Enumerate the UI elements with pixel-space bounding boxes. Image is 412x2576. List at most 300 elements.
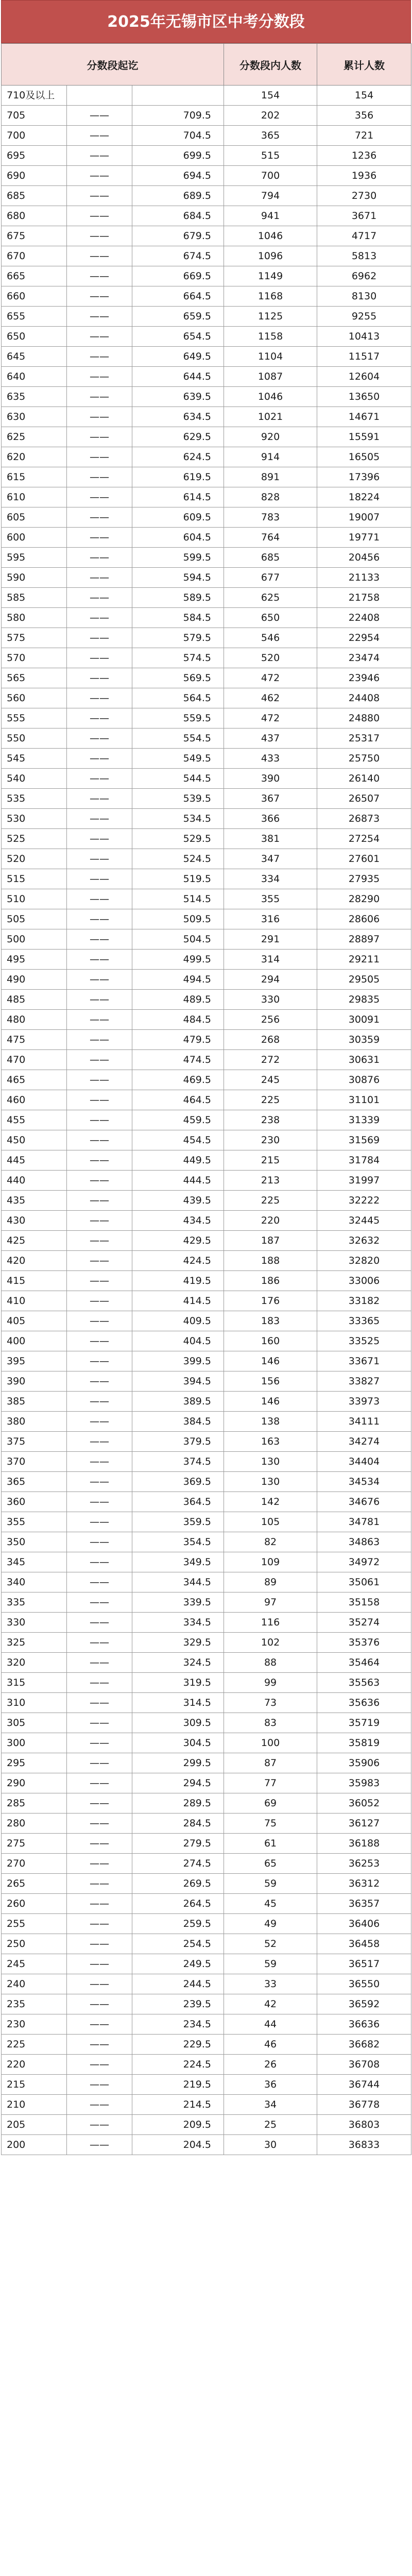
range-dash: —— xyxy=(67,126,132,146)
range-start: 400 xyxy=(2,1331,67,1351)
cumulative-cell: 36458 xyxy=(317,1934,411,1954)
table-row xyxy=(2,327,411,347)
range-end: 579.5 xyxy=(132,628,224,648)
cumulative-cell: 33671 xyxy=(317,1351,411,1371)
count-cell: 1021 xyxy=(224,407,317,427)
range-end: 459.5 xyxy=(132,1110,224,1130)
table-row xyxy=(2,628,411,648)
range-dash: —— xyxy=(67,608,132,628)
table-row xyxy=(2,266,411,286)
cumulative-cell: 36636 xyxy=(317,2014,411,2035)
range-end: 464.5 xyxy=(132,1090,224,1110)
range-end: 424.5 xyxy=(132,1251,224,1271)
range-start: 650 xyxy=(2,327,67,347)
range-end: 614.5 xyxy=(132,487,224,507)
range-start: 590 xyxy=(2,568,67,588)
table-row xyxy=(2,1773,411,1793)
cumulative-cell: 30091 xyxy=(317,1010,411,1030)
range-end: 659.5 xyxy=(132,307,224,327)
range-dash: —— xyxy=(67,1472,132,1492)
range-dash: —— xyxy=(67,2095,132,2115)
count-cell: 213 xyxy=(224,1171,317,1191)
count-cell: 316 xyxy=(224,909,317,929)
range-end: 474.5 xyxy=(132,1050,224,1070)
range-end: 384.5 xyxy=(132,1412,224,1432)
cumulative-cell: 33525 xyxy=(317,1331,411,1351)
table-row xyxy=(2,2115,411,2135)
range-dash: —— xyxy=(67,266,132,286)
range-end: 289.5 xyxy=(132,1793,224,1814)
count-cell: 472 xyxy=(224,708,317,728)
range-start: 465 xyxy=(2,1070,67,1090)
cumulative-cell: 27935 xyxy=(317,869,411,889)
range-start: 605 xyxy=(2,507,67,528)
cumulative-cell: 27254 xyxy=(317,829,411,849)
table-row xyxy=(2,166,411,186)
range-end: 394.5 xyxy=(132,1371,224,1392)
count-cell: 61 xyxy=(224,1834,317,1854)
cumulative-cell: 16505 xyxy=(317,447,411,467)
count-cell: 225 xyxy=(224,1090,317,1110)
range-end: 339.5 xyxy=(132,1592,224,1613)
range-dash: —— xyxy=(67,1010,132,1030)
range-end: 379.5 xyxy=(132,1432,224,1452)
range-end: 694.5 xyxy=(132,166,224,186)
table-row xyxy=(2,2135,411,2155)
cumulative-cell: 30359 xyxy=(317,1030,411,1050)
count-cell: 156 xyxy=(224,1371,317,1392)
range-end: 669.5 xyxy=(132,266,224,286)
range-start: 265 xyxy=(2,1874,67,1894)
range-start: 675 xyxy=(2,226,67,246)
table-row xyxy=(2,769,411,789)
count-cell: 334 xyxy=(224,869,317,889)
count-cell: 183 xyxy=(224,1311,317,1331)
range-dash: —— xyxy=(67,106,132,126)
range-dash: —— xyxy=(67,1150,132,1171)
range-end: 229.5 xyxy=(132,2035,224,2055)
range-end: 279.5 xyxy=(132,1834,224,1854)
cumulative-cell: 14671 xyxy=(317,407,411,427)
range-start: 250 xyxy=(2,1934,67,1954)
table-row xyxy=(2,869,411,889)
table-row xyxy=(2,447,411,467)
range-end: 629.5 xyxy=(132,427,224,447)
count-cell: 25 xyxy=(224,2115,317,2135)
range-start: 445 xyxy=(2,1150,67,1171)
range-dash: —— xyxy=(67,1854,132,1874)
count-cell: 45 xyxy=(224,1894,317,1914)
table-row xyxy=(2,829,411,849)
cumulative-cell: 28606 xyxy=(317,909,411,929)
table-row xyxy=(2,1050,411,1070)
cumulative-cell: 721 xyxy=(317,126,411,146)
table-row xyxy=(2,588,411,608)
range-end: 364.5 xyxy=(132,1492,224,1512)
range-start: 225 xyxy=(2,2035,67,2055)
cumulative-cell: 22954 xyxy=(317,628,411,648)
range-start: 550 xyxy=(2,728,67,749)
cumulative-cell: 33006 xyxy=(317,1271,411,1291)
range-start: 530 xyxy=(2,809,67,829)
range-start: 385 xyxy=(2,1392,67,1412)
count-cell: 36 xyxy=(224,2075,317,2095)
range-end: 359.5 xyxy=(132,1512,224,1532)
table-row xyxy=(2,1130,411,1150)
range-start: 205 xyxy=(2,2115,67,2135)
count-cell: 146 xyxy=(224,1351,317,1371)
range-dash: —— xyxy=(67,568,132,588)
count-cell: 88 xyxy=(224,1653,317,1673)
table-row xyxy=(2,708,411,728)
range-dash: —— xyxy=(67,909,132,929)
range-start: 485 xyxy=(2,990,67,1010)
cumulative-cell: 36744 xyxy=(317,2075,411,2095)
range-dash: —— xyxy=(67,447,132,467)
range-end: 619.5 xyxy=(132,467,224,487)
range-start: 495 xyxy=(2,950,67,970)
count-cell: 73 xyxy=(224,1693,317,1713)
table-row xyxy=(2,226,411,246)
range-dash: —— xyxy=(67,1110,132,1130)
cumulative-cell: 35158 xyxy=(317,1592,411,1613)
range-dash: —— xyxy=(67,1311,132,1331)
count-cell: 26 xyxy=(224,2055,317,2075)
cumulative-cell: 28290 xyxy=(317,889,411,909)
count-cell: 1168 xyxy=(224,286,317,307)
range-end: 389.5 xyxy=(132,1392,224,1412)
table-row xyxy=(2,507,411,528)
range-start: 710及以上 xyxy=(2,86,67,106)
range-dash: —— xyxy=(67,1392,132,1412)
range-dash: —— xyxy=(67,206,132,226)
range-end: 654.5 xyxy=(132,327,224,347)
count-cell: 69 xyxy=(224,1793,317,1814)
range-start: 215 xyxy=(2,2075,67,2095)
count-cell: 130 xyxy=(224,1472,317,1492)
table-row xyxy=(2,1713,411,1733)
count-cell: 272 xyxy=(224,1050,317,1070)
cumulative-cell: 21133 xyxy=(317,568,411,588)
count-cell: 225 xyxy=(224,1191,317,1211)
range-start: 390 xyxy=(2,1371,67,1392)
range-start: 375 xyxy=(2,1432,67,1452)
cumulative-cell: 32632 xyxy=(317,1231,411,1251)
cumulative-cell: 31569 xyxy=(317,1130,411,1150)
range-end: 274.5 xyxy=(132,1854,224,1874)
range-start: 270 xyxy=(2,1854,67,1874)
range-end: 409.5 xyxy=(132,1311,224,1331)
table-row xyxy=(2,367,411,387)
cumulative-cell: 35719 xyxy=(317,1713,411,1733)
range-start: 690 xyxy=(2,166,67,186)
range-start: 305 xyxy=(2,1713,67,1733)
range-dash: —— xyxy=(67,1351,132,1371)
cumulative-cell: 32820 xyxy=(317,1251,411,1271)
cumulative-cell: 23946 xyxy=(317,668,411,688)
range-start: 625 xyxy=(2,427,67,447)
table-row xyxy=(2,1914,411,1934)
table-row xyxy=(2,608,411,628)
count-cell: 294 xyxy=(224,970,317,990)
range-dash: —— xyxy=(67,970,132,990)
cumulative-cell: 26873 xyxy=(317,809,411,829)
table-row xyxy=(2,1572,411,1592)
table-row xyxy=(2,1492,411,1512)
range-dash: —— xyxy=(67,829,132,849)
count-cell: 97 xyxy=(224,1592,317,1613)
cumulative-cell: 17396 xyxy=(317,467,411,487)
range-end: 204.5 xyxy=(132,2135,224,2155)
range-end: 469.5 xyxy=(132,1070,224,1090)
range-start: 280 xyxy=(2,1814,67,1834)
range-dash: —— xyxy=(67,889,132,909)
range-dash: —— xyxy=(67,1994,132,2014)
table-row xyxy=(2,1613,411,1633)
range-start: 230 xyxy=(2,2014,67,2035)
range-dash: —— xyxy=(67,2075,132,2095)
range-dash: —— xyxy=(67,1452,132,1472)
count-cell: 268 xyxy=(224,1030,317,1050)
count-cell: 700 xyxy=(224,166,317,186)
range-start: 435 xyxy=(2,1191,67,1211)
cumulative-cell: 30631 xyxy=(317,1050,411,1070)
range-end: 704.5 xyxy=(132,126,224,146)
range-end: 329.5 xyxy=(132,1633,224,1653)
cumulative-cell: 34111 xyxy=(317,1412,411,1432)
range-start: 425 xyxy=(2,1231,67,1251)
cumulative-cell: 32222 xyxy=(317,1191,411,1211)
score-table xyxy=(1,43,411,2155)
range-end: 489.5 xyxy=(132,990,224,1010)
range-start: 350 xyxy=(2,1532,67,1552)
range-dash: —— xyxy=(67,367,132,387)
table-row xyxy=(2,1814,411,1834)
range-dash: —— xyxy=(67,1331,132,1351)
range-start: 440 xyxy=(2,1171,67,1191)
range-end: 429.5 xyxy=(132,1231,224,1251)
range-dash: —— xyxy=(67,146,132,166)
range-start: 380 xyxy=(2,1412,67,1432)
count-cell: 186 xyxy=(224,1271,317,1291)
count-cell: 365 xyxy=(224,126,317,146)
range-dash: —— xyxy=(67,467,132,487)
count-cell: 87 xyxy=(224,1753,317,1773)
count-cell: 366 xyxy=(224,809,317,829)
range-dash: —— xyxy=(67,1171,132,1191)
range-start: 505 xyxy=(2,909,67,929)
cumulative-cell: 36778 xyxy=(317,2095,411,2115)
range-end: 354.5 xyxy=(132,1532,224,1552)
count-cell: 163 xyxy=(224,1432,317,1452)
cumulative-cell: 36052 xyxy=(317,1793,411,1814)
range-end: 534.5 xyxy=(132,809,224,829)
cumulative-cell: 6962 xyxy=(317,266,411,286)
cumulative-cell: 33827 xyxy=(317,1371,411,1392)
table-row xyxy=(2,1673,411,1693)
cumulative-cell: 29211 xyxy=(317,950,411,970)
range-dash: —— xyxy=(67,1633,132,1653)
cumulative-cell: 8130 xyxy=(317,286,411,307)
count-cell: 381 xyxy=(224,829,317,849)
table-row xyxy=(2,1733,411,1753)
range-dash: —— xyxy=(67,708,132,728)
range-start: 475 xyxy=(2,1030,67,1050)
range-start: 665 xyxy=(2,266,67,286)
range-dash: —— xyxy=(67,1130,132,1150)
range-end: 449.5 xyxy=(132,1150,224,1171)
range-end: 584.5 xyxy=(132,608,224,628)
cumulative-cell: 32445 xyxy=(317,1211,411,1231)
count-cell: 433 xyxy=(224,749,317,769)
range-end: 509.5 xyxy=(132,909,224,929)
cumulative-cell: 3671 xyxy=(317,206,411,226)
cumulative-cell: 24408 xyxy=(317,688,411,708)
count-cell: 83 xyxy=(224,1713,317,1733)
range-dash: —— xyxy=(67,1552,132,1572)
table-row xyxy=(2,528,411,548)
range-start: 330 xyxy=(2,1613,67,1633)
range-start: 210 xyxy=(2,2095,67,2115)
count-cell: 116 xyxy=(224,1613,317,1633)
table-row xyxy=(2,1030,411,1050)
range-dash: —— xyxy=(67,507,132,528)
range-start: 405 xyxy=(2,1311,67,1331)
range-start: 660 xyxy=(2,286,67,307)
range-start: 410 xyxy=(2,1291,67,1311)
range-start: 565 xyxy=(2,668,67,688)
table-row xyxy=(2,1753,411,1773)
range-dash: —— xyxy=(67,789,132,809)
range-start: 705 xyxy=(2,106,67,126)
cumulative-cell: 31339 xyxy=(317,1110,411,1130)
range-dash: —— xyxy=(67,1733,132,1753)
range-dash: —— xyxy=(67,1653,132,1673)
table-row xyxy=(2,1452,411,1472)
count-cell: 82 xyxy=(224,1532,317,1552)
range-start: 200 xyxy=(2,2135,67,2155)
range-start: 255 xyxy=(2,1914,67,1934)
range-dash: —— xyxy=(67,769,132,789)
range-end: 344.5 xyxy=(132,1572,224,1592)
range-start: 570 xyxy=(2,648,67,668)
table-row xyxy=(2,1150,411,1171)
range-start: 615 xyxy=(2,467,67,487)
range-start: 555 xyxy=(2,708,67,728)
range-start: 510 xyxy=(2,889,67,909)
range-end: 294.5 xyxy=(132,1773,224,1793)
range-dash: —— xyxy=(67,1512,132,1532)
range-end: 569.5 xyxy=(132,668,224,688)
range-dash: —— xyxy=(67,1572,132,1592)
range-end: 254.5 xyxy=(132,1934,224,1954)
table-row xyxy=(2,1351,411,1371)
range-end: 214.5 xyxy=(132,2095,224,2115)
cumulative-cell: 35464 xyxy=(317,1653,411,1673)
range-dash: —— xyxy=(67,648,132,668)
cumulative-cell: 1236 xyxy=(317,146,411,166)
cumulative-cell: 13650 xyxy=(317,387,411,407)
table-row xyxy=(2,1834,411,1854)
table-row xyxy=(2,186,411,206)
count-cell: 515 xyxy=(224,146,317,166)
cumulative-cell: 25750 xyxy=(317,749,411,769)
cumulative-cell: 34863 xyxy=(317,1532,411,1552)
range-start: 240 xyxy=(2,1974,67,1994)
count-cell: 138 xyxy=(224,1412,317,1432)
range-end: 589.5 xyxy=(132,588,224,608)
table-row xyxy=(2,427,411,447)
range-end: 519.5 xyxy=(132,869,224,889)
table-row xyxy=(2,1211,411,1231)
cumulative-cell: 23474 xyxy=(317,648,411,668)
range-end: 324.5 xyxy=(132,1653,224,1673)
count-cell: 462 xyxy=(224,688,317,708)
range-end: 224.5 xyxy=(132,2055,224,2075)
range-start: 535 xyxy=(2,789,67,809)
range-start: 455 xyxy=(2,1110,67,1130)
range-start: 335 xyxy=(2,1592,67,1613)
range-start: 460 xyxy=(2,1090,67,1110)
range-end: 514.5 xyxy=(132,889,224,909)
range-end: 439.5 xyxy=(132,1191,224,1211)
table-row xyxy=(2,1954,411,1974)
count-cell: 142 xyxy=(224,1492,317,1512)
range-start: 645 xyxy=(2,347,67,367)
range-end: 319.5 xyxy=(132,1673,224,1693)
range-start: 310 xyxy=(2,1693,67,1713)
range-start: 640 xyxy=(2,367,67,387)
cumulative-cell: 25317 xyxy=(317,728,411,749)
table-row xyxy=(2,1693,411,1713)
range-dash: —— xyxy=(67,548,132,568)
range-dash: —— xyxy=(67,809,132,829)
table-row xyxy=(2,688,411,708)
page-title: 2025年无锡市区中考分数段 xyxy=(1,0,411,43)
cumulative-cell: 35274 xyxy=(317,1613,411,1633)
range-start: 580 xyxy=(2,608,67,628)
cumulative-cell: 34534 xyxy=(317,1472,411,1492)
cumulative-cell: 20456 xyxy=(317,548,411,568)
range-start: 545 xyxy=(2,749,67,769)
count-cell: 109 xyxy=(224,1552,317,1572)
table-row xyxy=(2,1793,411,1814)
count-cell: 187 xyxy=(224,1231,317,1251)
range-end: 604.5 xyxy=(132,528,224,548)
table-row xyxy=(2,1191,411,1211)
count-cell: 75 xyxy=(224,1814,317,1834)
range-start: 655 xyxy=(2,307,67,327)
table-row xyxy=(2,728,411,749)
count-cell: 59 xyxy=(224,1954,317,1974)
range-dash: —— xyxy=(67,1432,132,1452)
count-cell: 34 xyxy=(224,2095,317,2115)
range-dash: —— xyxy=(67,286,132,307)
cumulative-cell: 36517 xyxy=(317,1954,411,1974)
cumulative-cell: 36406 xyxy=(317,1914,411,1934)
table-row xyxy=(2,1231,411,1251)
range-end: 644.5 xyxy=(132,367,224,387)
cumulative-cell: 29505 xyxy=(317,970,411,990)
range-dash: —— xyxy=(67,1793,132,1814)
range-dash: —— xyxy=(67,1030,132,1050)
cumulative-cell: 356 xyxy=(317,106,411,126)
range-start: 595 xyxy=(2,548,67,568)
range-start: 245 xyxy=(2,1954,67,1974)
range-end: 284.5 xyxy=(132,1814,224,1834)
range-end: 314.5 xyxy=(132,1693,224,1713)
range-dash: —— xyxy=(67,186,132,206)
